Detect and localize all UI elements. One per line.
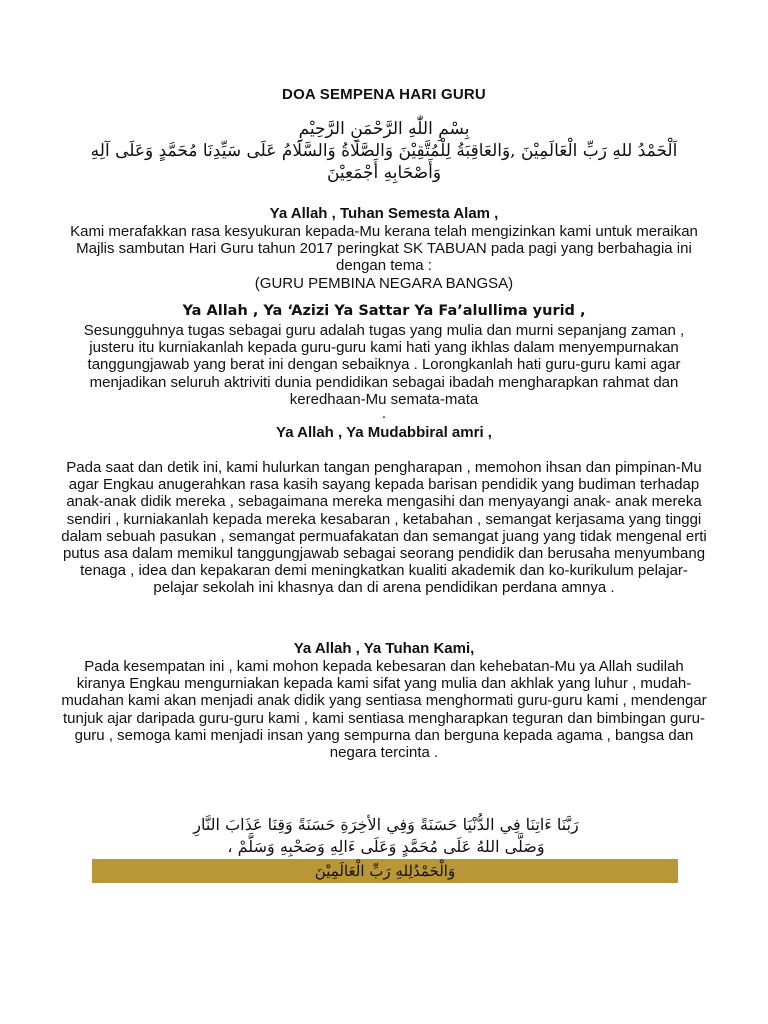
section-2-trailing-dot: . — [381, 405, 387, 423]
section-2-heading: Ya Allah , Ya ‘Azizi Ya Sattar Ya Fa’alullima yurid , — [182, 303, 586, 319]
arabic-closing-line-1: رَبَّنَا ءَاتِنَا فِي الدُّنْيَا حَسَنَةً وَفِي الأخِرَةِ حَسَنَةً وَقِنَا عَذَابَ النَّارِ — [193, 815, 579, 834]
section-4 — [60, 640, 708, 761]
section-1-theme: (GURU PEMBINA NEGARA BANGSA) — [254, 274, 514, 292]
section-1-heading: Ya Allah , Tuhan Semesta Alam , — [269, 205, 499, 222]
section-3 — [60, 424, 708, 597]
section-3-text: Pada saat dan detik ini, kami hulurkan tangan pengharapan , memohon ihsan dan pimpinan-Mu agar Engkau anugerahkan rasa kasih sayang kepada barisan pendidik yang budiman terhadap anak-anak didik mereka , sebagaimana mereka mengasihi dan menyayangi anak- anak mereka sendiri , kurniakanlah kepada mereka kesabaran , ketabahan , semangat kerjasama yang tinggi dalam sebuah pasukan , semangat permuafakatan dan semangat juang yang tidak mengenal erti putus asa dalam memikul tanggungjawab sebagai seorang pendidik dan berusaha menyumbang tenaga , idea dan kepakaran demi meningkatkan kualiti akademik dan ko-kurikulum pelajar-pelajar sekolah ini khasnya dan di arena pendidikan perdana amnya . — [61, 459, 707, 597]
arabic-closing-line-2: وَصَلَّى اللهُ عَلَى مُحَمَّدٍ وَعَلَى ءَالِهِ وَصَحْبِهِ وَسَلَّمْ ، — [227, 837, 545, 856]
section-3-heading: Ya Allah , Ya Mudabbiral amri , — [276, 424, 492, 441]
document-title: DOA SEMPENA HARI GURU — [282, 86, 486, 103]
arabic-opening-praise: اَلْحَمْدُ للهِ رَبِّ الْعَالَمِيْنَ ,وَالعَاقِبَةُ لِلْمُتَّقِيْنَ وَالصَّلَاةُ وَالسَّلَامُ عَلَى سَيِّدِنَا مُحَمَّدٍ وَعَلَى آلِهِ وَأَصْحَابِهِ أَجْمَعِيْنَ — [90, 141, 678, 183]
section-1 — [60, 205, 708, 292]
section-1-text: Kami merafakkan rasa kesyukuran kepada-Mu kerana telah mengizinkan kami untuk meraikan Majlis sambutan Hari Guru tahun 2017 peringkat SK TABUAN pada pagi yang berbahagia ini dengan tema : — [70, 223, 698, 275]
arabic-bismillah: بِسْمِ اللّٰهِ الرَّحْمَنِ الرَّحِيْمِ — [298, 119, 470, 139]
section-4-heading: Ya Allah , Ya Tuhan Kami, — [293, 640, 475, 657]
closing-gold-band: وَالْحَمْدُلِلهِ رَبِّ الْعَالَمِيْنَ — [92, 859, 678, 883]
section-2 — [60, 302, 708, 423]
section-2-text: Sesungguhnya tugas sebagai guru adalah tugas yang mulia dan murni sepanjang zaman , justeru itu kurniakanlah kepada guru-guru kami hati yang ikhlas dalam menyempurnakan tanggungjawab yang berat ini dengan sebaiknya . Lorongkanlah hati guru-guru kami agar menjadikan seluruh aktriviti dunia pendidikan sebagai ibadah mengharapkan rahmat dan keredhaan-Mu semata-mata — [83, 322, 685, 408]
section-4-text: Pada kesempatan ini , kami mohon kepada kebesaran dan kehebatan-Mu ya Allah sudilah kiranya Engkau mengurniakan kepada kami sifat yang mulia dan akhlak yang luhur , mudah-mudahan kami akan menjadi anak didik yang sentiasa menghormati guru-guru kami , mendengar tunjuk ajar daripada guru-guru kami , kami sentiasa mengharapkan teguran dan bimbingan guru-guru , semoga kami menjadi insan yang sempurna dan berguna kepada agama , bangsa dan negara tercinta . — [61, 658, 707, 762]
